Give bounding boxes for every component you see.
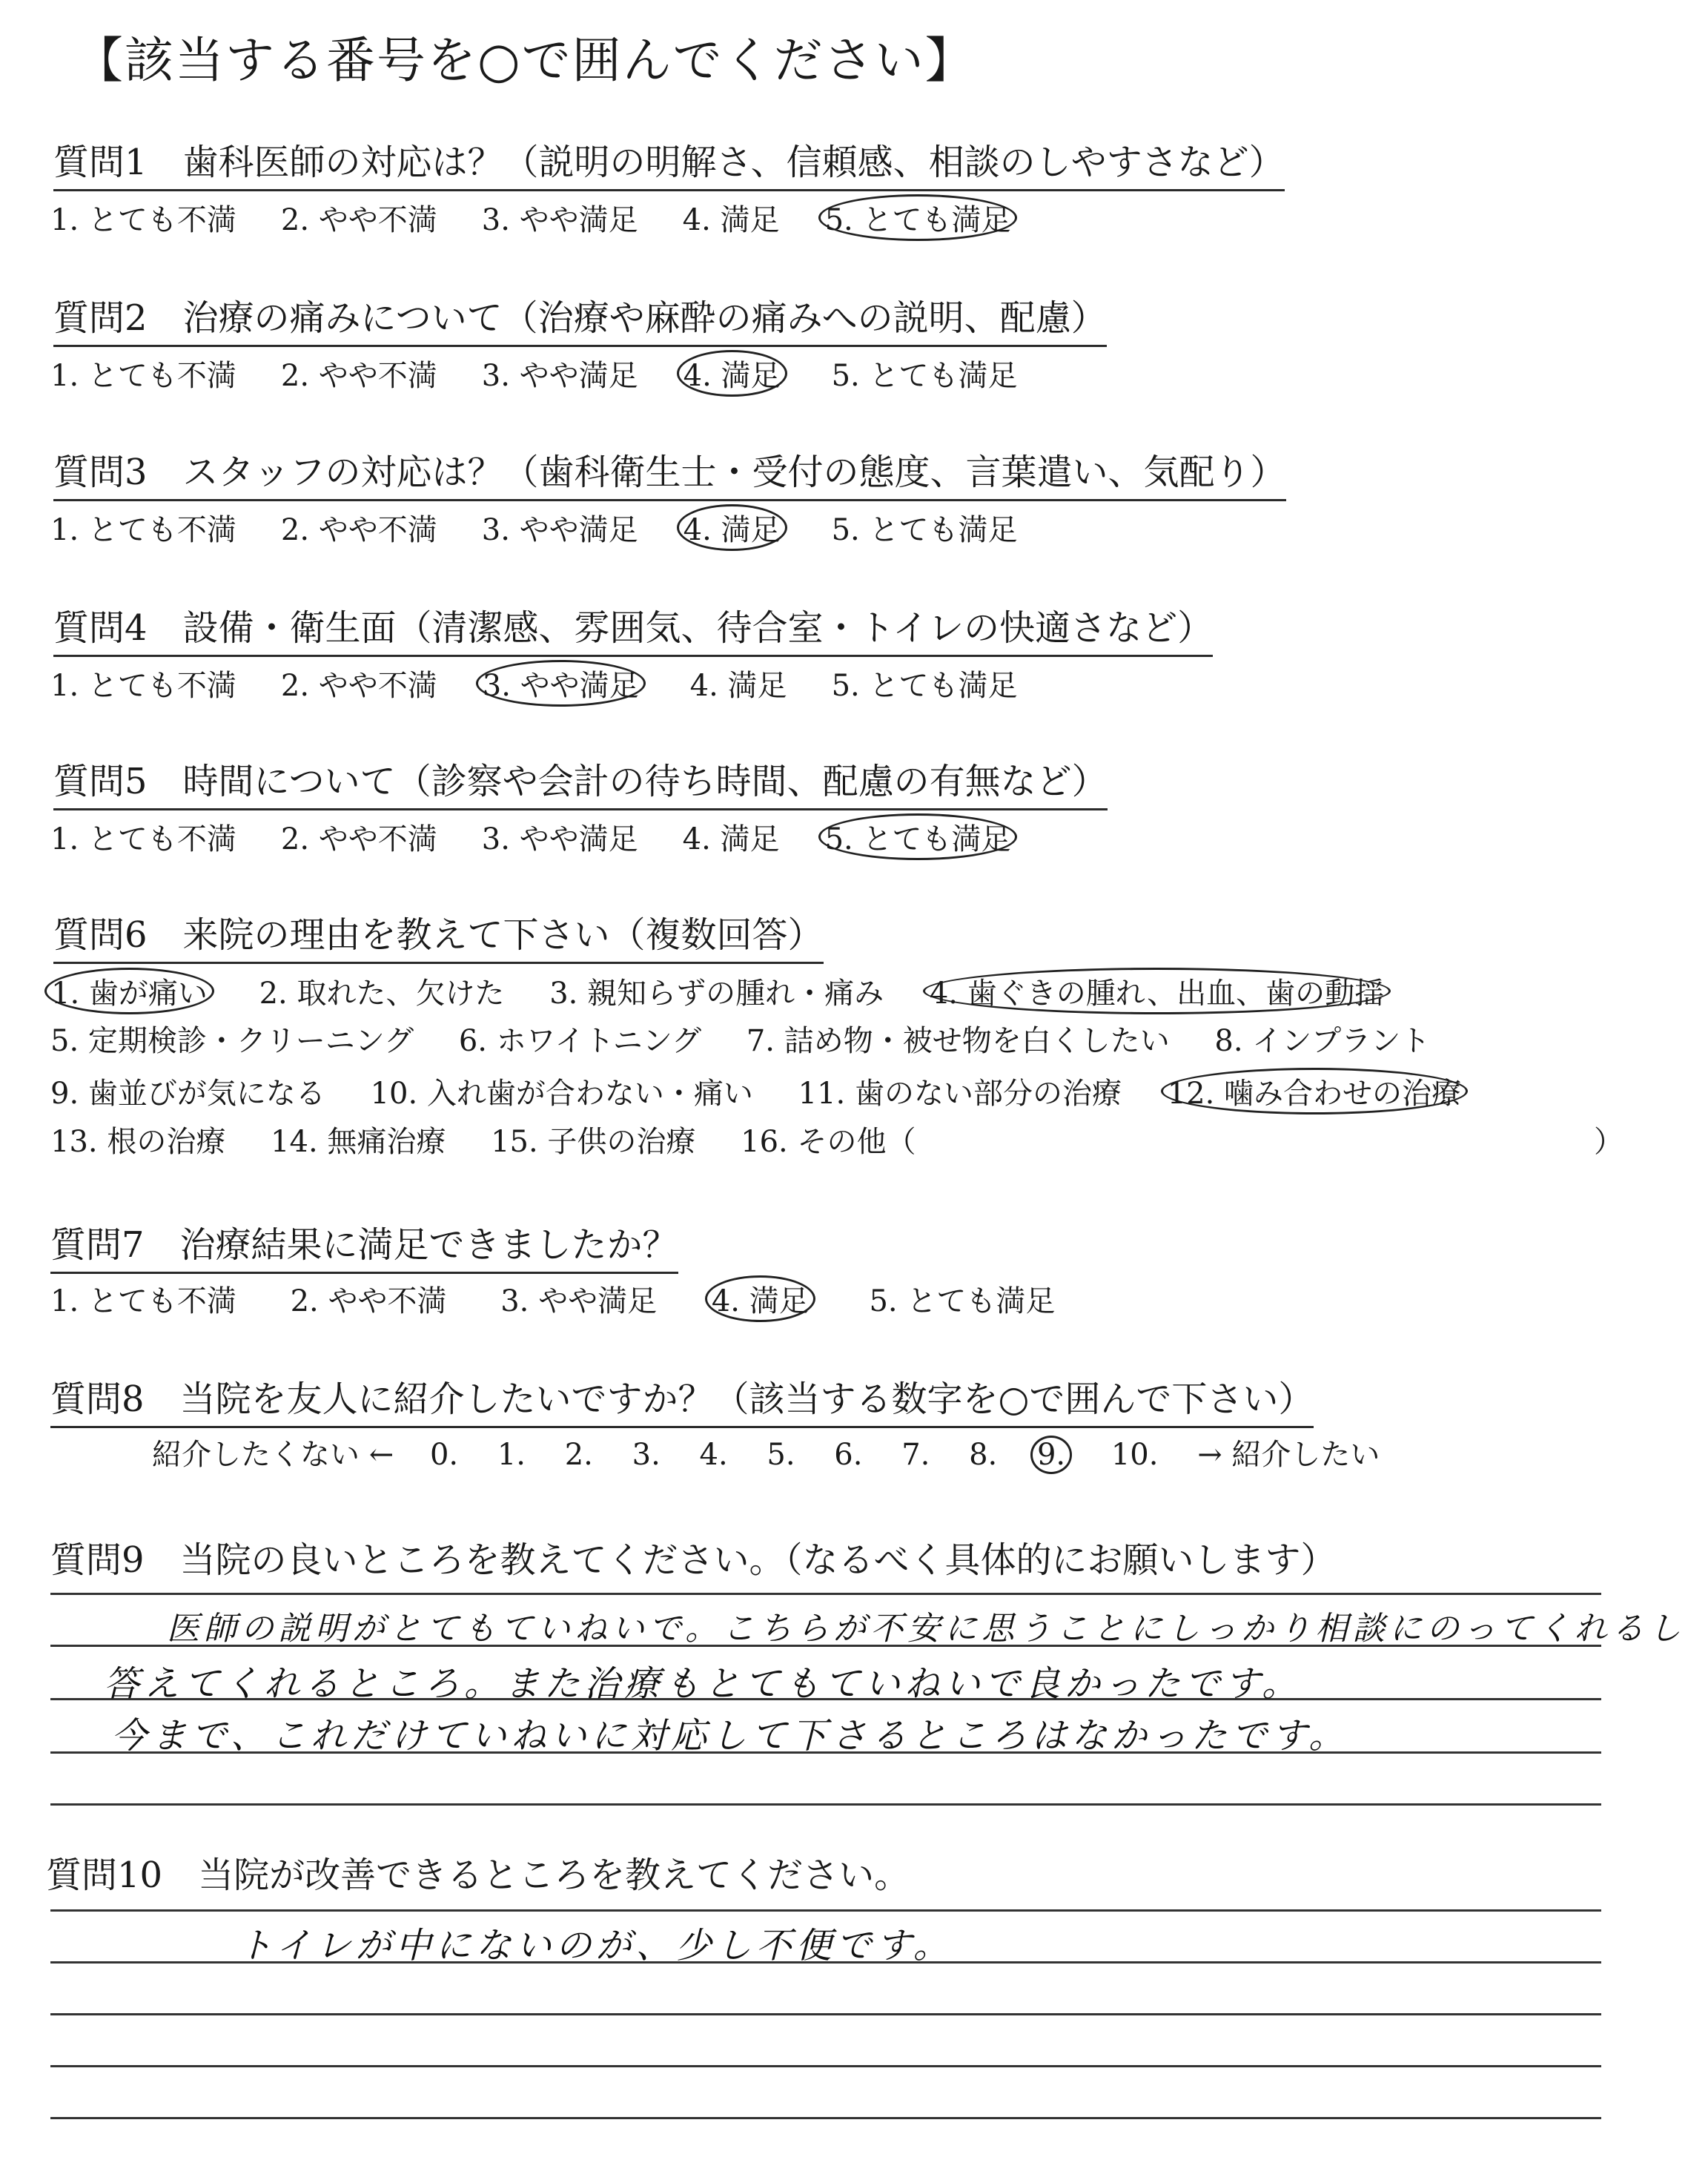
q8-score-1[interactable]: 1. (497, 1438, 526, 1472)
q9-answer-line-1[interactable]: 医師の説明がとてもていねいで。こちらが不安に思うことにしっかり相談にのってくれるし (167, 1610, 1686, 1648)
q6-choice-13[interactable]: 13. 根の治療 (50, 1125, 226, 1159)
q8-score-7[interactable]: 7. (901, 1438, 930, 1472)
q1-option-1[interactable]: 1. とても不満 (50, 203, 236, 237)
q8-score-10[interactable]: 10. (1110, 1438, 1159, 1472)
q6-choice-4[interactable]: 4. 歯ぐきの腫れ、出血、歯の動揺 (923, 968, 1391, 1014)
q3-option-5[interactable]: 5. とても満足 (831, 513, 1018, 547)
q3-option-4[interactable]: 4. 満足 (677, 504, 787, 551)
q5-option-5[interactable]: 5. とても満足 (818, 813, 1018, 860)
q3-option-3[interactable]: 3. やや満足 (481, 513, 638, 547)
q4-option-4[interactable]: 4. 満足 (689, 669, 787, 703)
q6-row-3 (50, 1068, 1503, 1114)
q2-option-1[interactable]: 1. とても不満 (50, 359, 236, 393)
q7-option-2[interactable]: 2. やや不満 (290, 1284, 447, 1318)
q3-title: 質問3 スタッフの対応は？（歯科衛生士・受付の態度、言葉遣い、気配り） (53, 443, 1286, 501)
q6-choice-7[interactable]: 7. 詰め物・被せ物を白くしたい (746, 1024, 1170, 1058)
q10-rule-1 (50, 1909, 1601, 1912)
q10-answer-line-1[interactable]: トイレが中にないのが、少し不便です。 (237, 1925, 953, 1966)
q2-title: 質問2 治療の痛みについて（治療や麻酔の痛みへの説明、配慮） (53, 289, 1107, 347)
q4-option-2[interactable]: 2. やや不満 (280, 669, 437, 703)
q8-score-5[interactable]: 5. (767, 1438, 795, 1472)
q6-choice-1[interactable]: 1. 歯が痛い (44, 968, 214, 1014)
page-header: 【該当する番号を○で囲んでください】 (74, 32, 976, 89)
q9-rule-1 (50, 1593, 1601, 1595)
q10-rule-5 (50, 2117, 1601, 2119)
q6-choice-14[interactable]: 14. 無痛治療 (271, 1125, 446, 1159)
q6-choice-12[interactable]: 12. 噛み合わせの治療 (1161, 1068, 1468, 1114)
q7-title: 質問7 治療結果に満足できましたか？ (50, 1216, 678, 1274)
q10-title: 質問10 当院が改善できるところを教えてください。 (46, 1855, 910, 1896)
q5-title: 質問5 時間について（診察や会計の待ち時間、配慮の有無など） (53, 753, 1108, 810)
q6-choice-11[interactable]: 11. 歯のない部分の治療 (798, 1077, 1122, 1111)
q8-score-6[interactable]: 6. (834, 1438, 863, 1472)
q3-option-1[interactable]: 1. とても不満 (50, 513, 236, 547)
q1-option-2[interactable]: 2. やや不満 (280, 203, 437, 237)
q6-choice-16[interactable]: 16. その他（ (741, 1125, 916, 1159)
q6-choice-15[interactable]: 15. 子供の治療 (491, 1125, 696, 1159)
q5-option-2[interactable]: 2. やや不満 (280, 822, 437, 856)
q1-option-4[interactable]: 4. 満足 (682, 203, 780, 237)
q1-title: 質問1 歯科医師の対応は？（説明の明解さ、信頼感、相談のしやすさなど） (53, 133, 1285, 191)
q6-choice-5[interactable]: 5. 定期検診・クリーニング (50, 1024, 414, 1058)
q4-title: 質問4 設備・衛生面（清潔感、雰囲気、待合室・トイレの快適さなど） (53, 599, 1213, 657)
q9-answer-line-3[interactable]: 今まで、これだけていねいに対応して下さるところはなかったです。 (111, 1715, 1349, 1757)
q3-options (50, 504, 1062, 551)
q6-row-1 (50, 968, 1426, 1014)
q4-options (50, 660, 1062, 707)
q9-answer-line-2[interactable]: 答えてくれるところ。また治療もとてもていねいで良かったです。 (104, 1663, 1302, 1705)
q8-title: 質問8 当院を友人に紹介したいですか？（該当する数字を○で囲んで下さい） (50, 1370, 1314, 1428)
q2-option-3[interactable]: 3. やや満足 (481, 359, 638, 393)
q1-option-3[interactable]: 3. やや満足 (481, 203, 638, 237)
q6-choice-9[interactable]: 9. 歯並びが気になる (50, 1077, 325, 1111)
q7-option-4[interactable]: 4. 満足 (705, 1275, 815, 1322)
q8-left-label: 紹介したくない ← (152, 1438, 394, 1472)
q8-scale (152, 1431, 1380, 1474)
q8-score-8[interactable]: 8. (969, 1438, 998, 1472)
q7-option-1[interactable]: 1. とても不満 (50, 1284, 236, 1318)
q6-title: 質問6 来院の理由を教えて下さい（複数回答） (53, 906, 824, 964)
q3-option-2[interactable]: 2. やや不満 (280, 513, 437, 547)
q2-option-4[interactable]: 4. 満足 (677, 350, 787, 397)
q7-options (50, 1275, 1099, 1322)
q8-score-4[interactable]: 4. (699, 1438, 728, 1472)
q8-score-2[interactable]: 2. (564, 1438, 593, 1472)
q6-choice-10[interactable]: 10. 入れ歯が合わない・痛い (370, 1077, 753, 1111)
q7-option-3[interactable]: 3. やや満足 (500, 1284, 658, 1318)
q9-rule-5 (50, 1803, 1601, 1806)
q8-right-label: → 紹介したい (1197, 1438, 1380, 1472)
q1-options (50, 194, 1062, 241)
q6-choice-6[interactable]: 6. ホワイトニング (458, 1024, 702, 1058)
q2-option-5[interactable]: 5. とても満足 (831, 359, 1018, 393)
q4-option-1[interactable]: 1. とても不満 (50, 669, 236, 703)
q6-row-4 (50, 1118, 951, 1160)
q2-option-2[interactable]: 2. やや不満 (280, 359, 437, 393)
q6-choice-3[interactable]: 3. 親知らずの腫れ・痛み (549, 977, 884, 1011)
q9-title: 質問9 当院の良いところを教えてください。（なるべく具体的にお願いします） (50, 1539, 1337, 1581)
q4-option-3[interactable]: 3. やや満足 (476, 660, 646, 707)
q4-option-5[interactable]: 5. とても満足 (831, 669, 1018, 703)
q10-rule-3 (50, 2013, 1601, 2015)
q10-rule-4 (50, 2065, 1601, 2067)
q8-score-9[interactable]: 9. (1030, 1436, 1072, 1474)
q8-score-0[interactable]: 0. (429, 1438, 459, 1472)
q5-option-4[interactable]: 4. 満足 (682, 822, 780, 856)
q8-score-3[interactable]: 3. (632, 1438, 661, 1472)
q6-choice-8[interactable]: 8. インプラント (1214, 1024, 1431, 1058)
q6-other-close: ） (1594, 1125, 1623, 1159)
q6-row-2 (50, 1017, 1466, 1060)
q5-options (50, 813, 1062, 860)
q2-options (50, 350, 1062, 397)
q1-option-5[interactable]: 5. とても満足 (818, 194, 1018, 241)
q6-choice-2[interactable]: 2. 取れた、欠けた (259, 977, 505, 1011)
q7-option-5[interactable]: 5. とても満足 (869, 1284, 1056, 1318)
q5-option-3[interactable]: 3. やや満足 (481, 822, 638, 856)
q5-option-1[interactable]: 1. とても不満 (50, 822, 236, 856)
